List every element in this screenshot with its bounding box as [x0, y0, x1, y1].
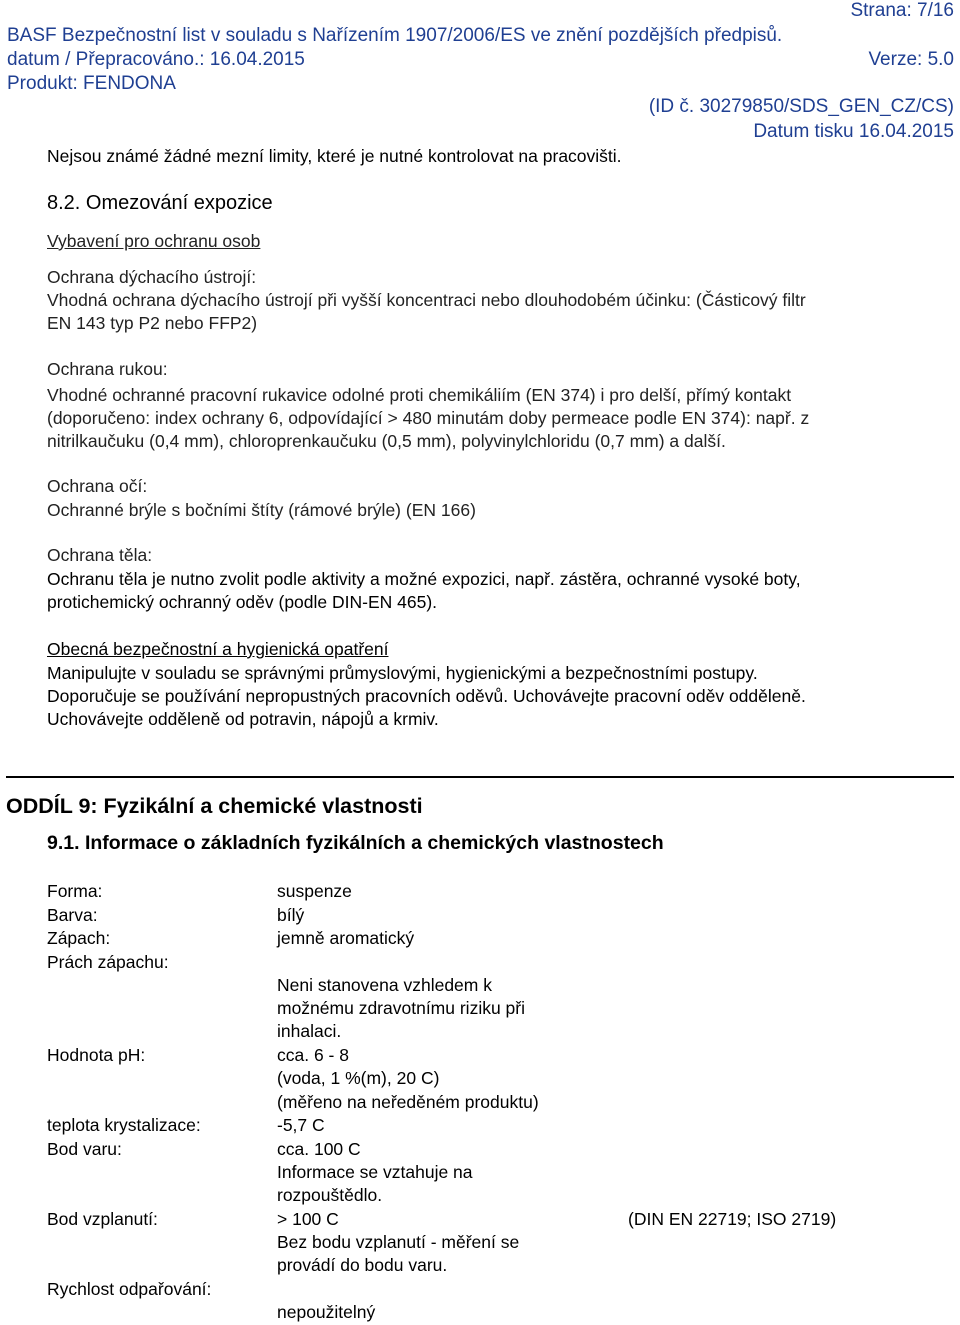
- property-value-line: možnému zdravotnímu riziku při: [277, 998, 525, 1019]
- property-label: Bod varu:: [47, 1138, 122, 1159]
- version: Verze: 5.0: [868, 49, 954, 70]
- property-value: [277, 927, 414, 950]
- property-value-line: [277, 1278, 375, 1301]
- property-value-line: jemně aromatický: [277, 928, 415, 948]
- document-id: (ID č. 30279850/SDS_GEN_CZ/CS): [648, 96, 954, 117]
- section-9-1-title: 9.1. Informace o základních fyzikálních a chemických vlastnostech: [47, 832, 664, 854]
- property-label: Barva:: [47, 904, 98, 925]
- property-value: [277, 1138, 473, 1208]
- property-value: [277, 904, 304, 927]
- hygiene-heading: Obecná bezpečnostní a hygienická opatření: [47, 639, 389, 659]
- limits-note: Nejsou známé žádné mezní limity, které je nutné kontrolovat na pracovišti.: [47, 146, 622, 166]
- property-value: [277, 1114, 325, 1137]
- property-value-line: Informace se vztahuje na: [277, 1161, 473, 1182]
- property-value: [277, 1044, 539, 1114]
- property-label: Prách zápachu:: [47, 951, 169, 972]
- eye-text: Ochranné brýle s bočními štíty (rámové brýle) (EN 166): [47, 500, 476, 520]
- hand-text: nitrilkaučuku (0,4 mm), chloroprenkaučuku (0,5 mm), polyvinylchloridu (0,7 mm) a další.: [47, 431, 726, 451]
- hygiene-text: Uchovávejte odděleně od potravin, nápojů a krmiv.: [47, 709, 439, 729]
- property-value-line: nepoužitelný: [277, 1301, 376, 1322]
- body-protection-text: protichemický ochranný oděv (podle DIN-EN 465).: [47, 592, 438, 612]
- property-label: Zápach:: [47, 928, 111, 948]
- respiratory-text: Vhodná ochrana dýchacího ústrojí při vyšší koncentraci nebo dlouhodobém účinku: (Částicový filtr: [47, 290, 806, 310]
- property-value: [277, 880, 352, 903]
- property-label: teplota krystalizace:: [47, 1115, 201, 1135]
- property-value-line: (měřeno na neředěném produktu): [277, 1091, 539, 1112]
- property-value-line: suspenze: [277, 881, 352, 901]
- property-value-line: rozpouštědlo.: [277, 1185, 383, 1206]
- hand-label: Ochrana rukou:: [47, 359, 168, 379]
- property-value-line: Bez bodu vzplanutí - měření se: [277, 1231, 520, 1252]
- respiratory-text: EN 143 typ P2 nebo FFP2): [47, 313, 258, 333]
- property-label: Rychlost odpařování:: [47, 1278, 212, 1299]
- property-value-line: cca. 6 - 8: [277, 1045, 349, 1065]
- property-value-line: [277, 951, 525, 974]
- hygiene-text: Doporučuje se používání nepropustných pracovních oděvů. Uchovávejte pracovní oděv odděleně.: [47, 686, 806, 706]
- body-label: Ochrana těla:: [47, 545, 153, 565]
- property-value-line: Neni stanovena vzhledem k: [277, 974, 492, 995]
- hygiene-text: Manipulujte v souladu se správnými průmyslovými, hygienickými a bezpečnostními postupy.: [47, 663, 758, 683]
- property-value-line: > 100 C: [277, 1208, 339, 1229]
- ppe-heading: Vybavení pro ochranu osob: [47, 231, 261, 251]
- document-title: BASF Bezpečnostní list v souladu s Nařízením 1907/2006/ES ve znění pozdějších předpisů.: [7, 25, 783, 46]
- product-name: Produkt: FENDONA: [7, 73, 176, 94]
- property-value-line: inhalaci.: [277, 1021, 342, 1042]
- hand-text: (doporučeno: index ochrany 6, odpovídající > 480 minutám doby permeace podle EN 374): např. z: [47, 408, 810, 428]
- property-value-line: (voda, 1 %(m), 20 C): [277, 1068, 440, 1089]
- property-value: [277, 1208, 519, 1278]
- respiratory-label: Ochrana dýchacího ústrojí:: [47, 267, 257, 287]
- property-label: Bod vzplanutí:: [47, 1208, 158, 1229]
- property-value-line: bílý: [277, 904, 305, 925]
- hand-text: Vhodné ochranné pracovní rukavice odolné proti chemikáliím (EN 374) i pro delší, přímý kontakt: [47, 385, 792, 405]
- revision-date: datum / Přepracováno.: 16.04.2015: [7, 49, 305, 70]
- property-value: [277, 1278, 375, 1325]
- print-date: Datum tisku 16.04.2015: [753, 121, 954, 142]
- page-number: Strana: 7/16: [850, 0, 954, 21]
- section-9-title: ODDÍL 9: Fyzikální a chemické vlastnosti: [6, 794, 423, 818]
- section-divider: [6, 776, 954, 778]
- property-label: Forma:: [47, 881, 103, 901]
- property-value: [277, 951, 525, 1044]
- eye-label: Ochrana očí:: [47, 476, 148, 496]
- section-8-2-title: 8.2. Omezování expozice: [47, 192, 273, 214]
- property-value-line: -5,7 C: [277, 1115, 325, 1135]
- property-reference: (DIN EN 22719; ISO 2719): [628, 1208, 837, 1229]
- property-value-line: cca. 100 C: [277, 1138, 361, 1159]
- body-protection-text: Ochranu těla je nutno zvolit podle aktivity a možné expozici, např. zástěra, ochranné vysoké boty,: [47, 569, 801, 589]
- property-value-line: provádí do bodu varu.: [277, 1255, 448, 1276]
- property-label: Hodnota pH:: [47, 1045, 146, 1065]
